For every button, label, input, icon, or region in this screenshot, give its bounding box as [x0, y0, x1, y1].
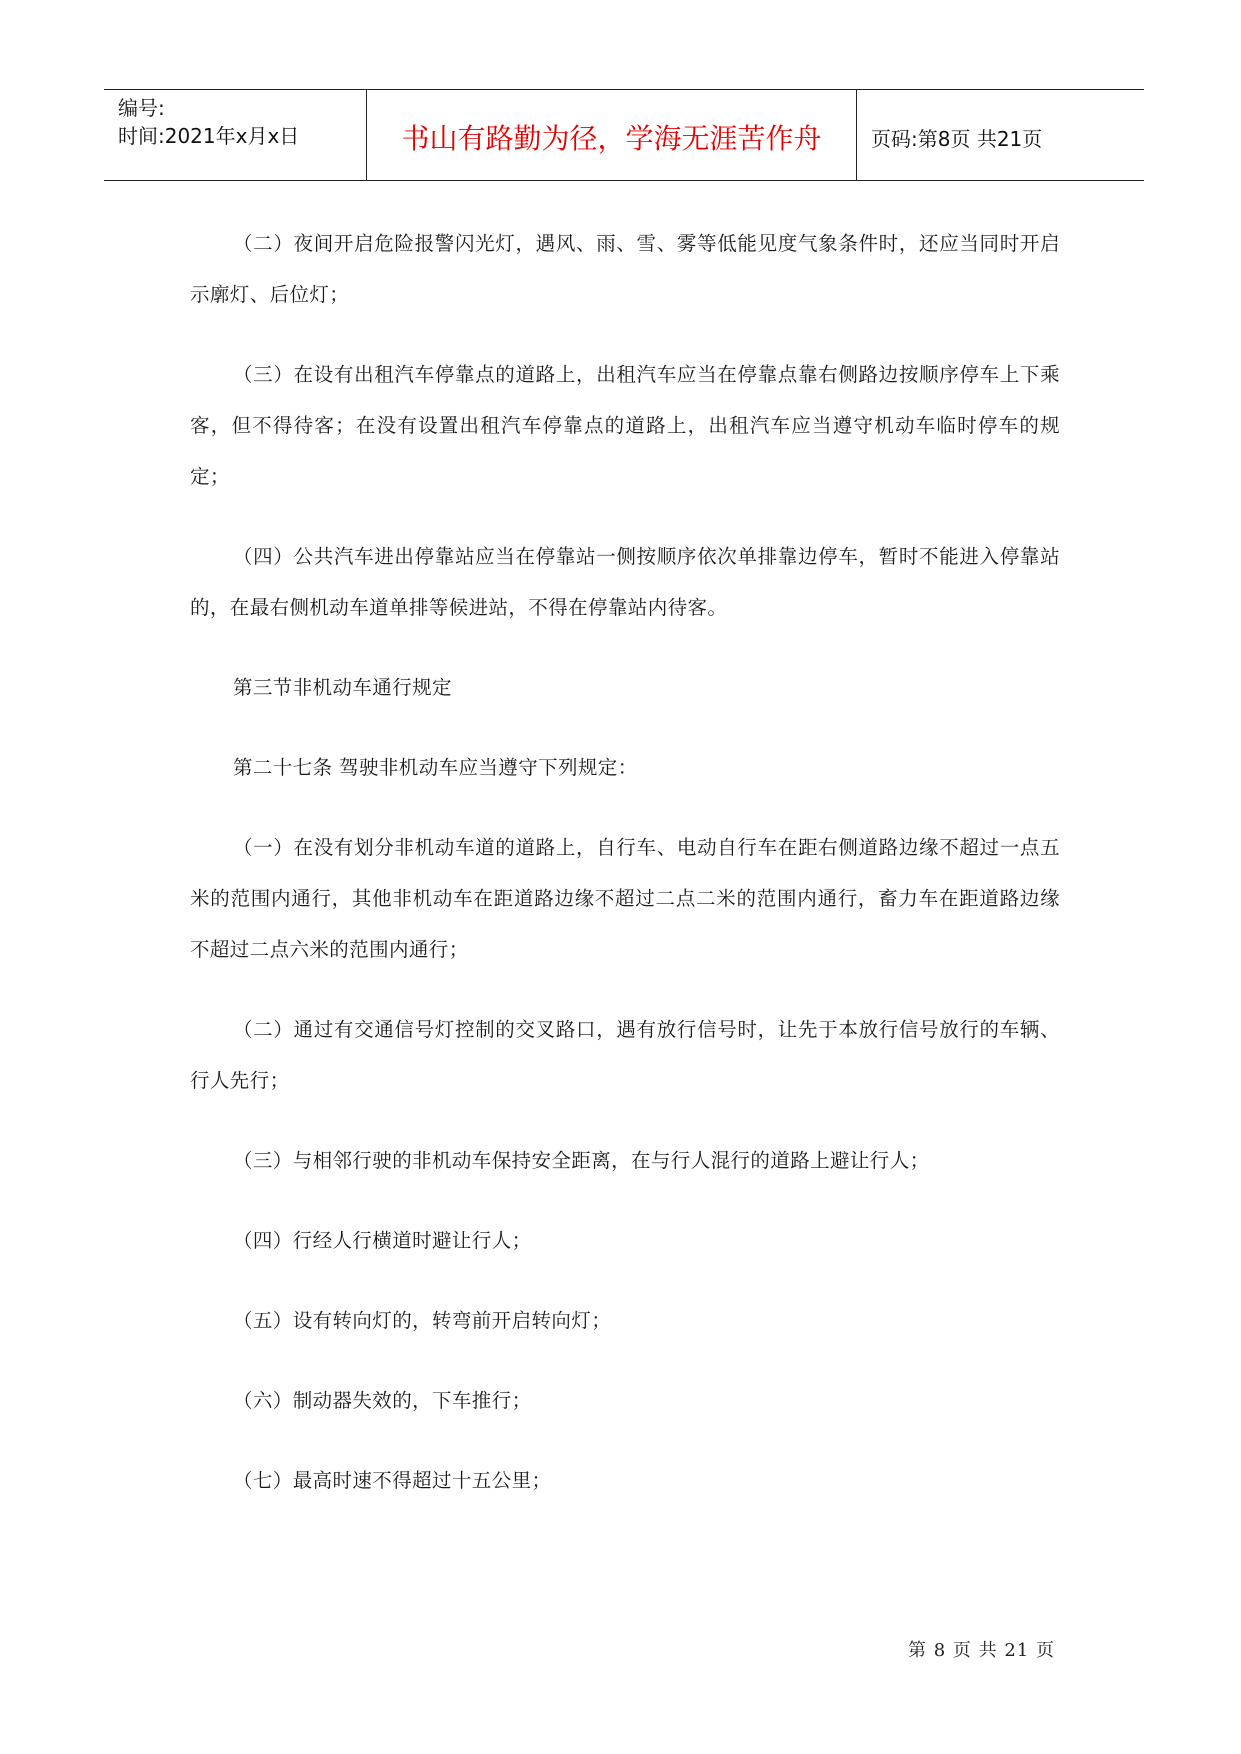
paragraph: （四）行经人行横道时避让行人； — [233, 1229, 532, 1252]
paragraph: （三）与相邻行驶的非机动车保持安全距离，在与行人混行的道路上避让行人； — [233, 1149, 930, 1172]
document-body — [190, 218, 1060, 1535]
page-header — [104, 89, 1144, 181]
paragraph: （六）制动器失效的，下车推行； — [233, 1389, 532, 1412]
article-heading: 第二十七条 驾驶非机动车应当遵守下列规定： — [233, 756, 638, 779]
paragraph: （二）通过有交通信号灯控制的交叉路口，遇有放行信号时，让先于本放行信号放行的车辆、行人先行； — [190, 1018, 1060, 1092]
paragraph: （三）在设有出租汽车停靠点的道路上，出租汽车应当在停靠点靠右侧路边按顺序停车上下乘客，但不得待客；在没有设置出租汽车停靠点的道路上，出租汽车应当遵守机动车临时停车的规定； — [190, 363, 1060, 488]
header-page-code: 页码:第8页 共21页 — [871, 126, 1043, 151]
paragraph: （四）公共汽车进出停靠站应当在停靠站一侧按顺序依次单排靠边停车，暂时不能进入停靠站的，在最右侧机动车道单排等候进站，不得在停靠站内待客。 — [190, 545, 1060, 619]
paragraph: （二）夜间开启危险报警闪光灯，遇风、雨、雪、雾等低能见度气象条件时，还应当同时开启示廓灯、后位灯； — [190, 232, 1060, 306]
document-number-label: 编号: — [118, 96, 165, 120]
section-heading: 第三节非机动车通行规定 — [233, 676, 452, 699]
paragraph: （一）在没有划分非机动车道的道路上，自行车、电动自行车在距右侧道路边缘不超过一点五米的范围内通行，其他非机动车在距道路边缘不超过二点二米的范围内通行，畜力车在距道路边缘不超过二点六米的范围内通行； — [190, 836, 1060, 961]
paragraph: （七）最高时速不得超过十五公里； — [233, 1469, 552, 1492]
header-meta — [104, 90, 367, 180]
paragraph: （五）设有转向灯的，转弯前开启转向灯； — [233, 1309, 612, 1332]
page-footer: 第 8 页 共 21 页 — [908, 1640, 1055, 1661]
header-motto: 书山有路勤为径，学海无涯苦作舟 — [367, 90, 857, 180]
document-time-label: 时间:2021年x月x日 — [118, 124, 300, 148]
